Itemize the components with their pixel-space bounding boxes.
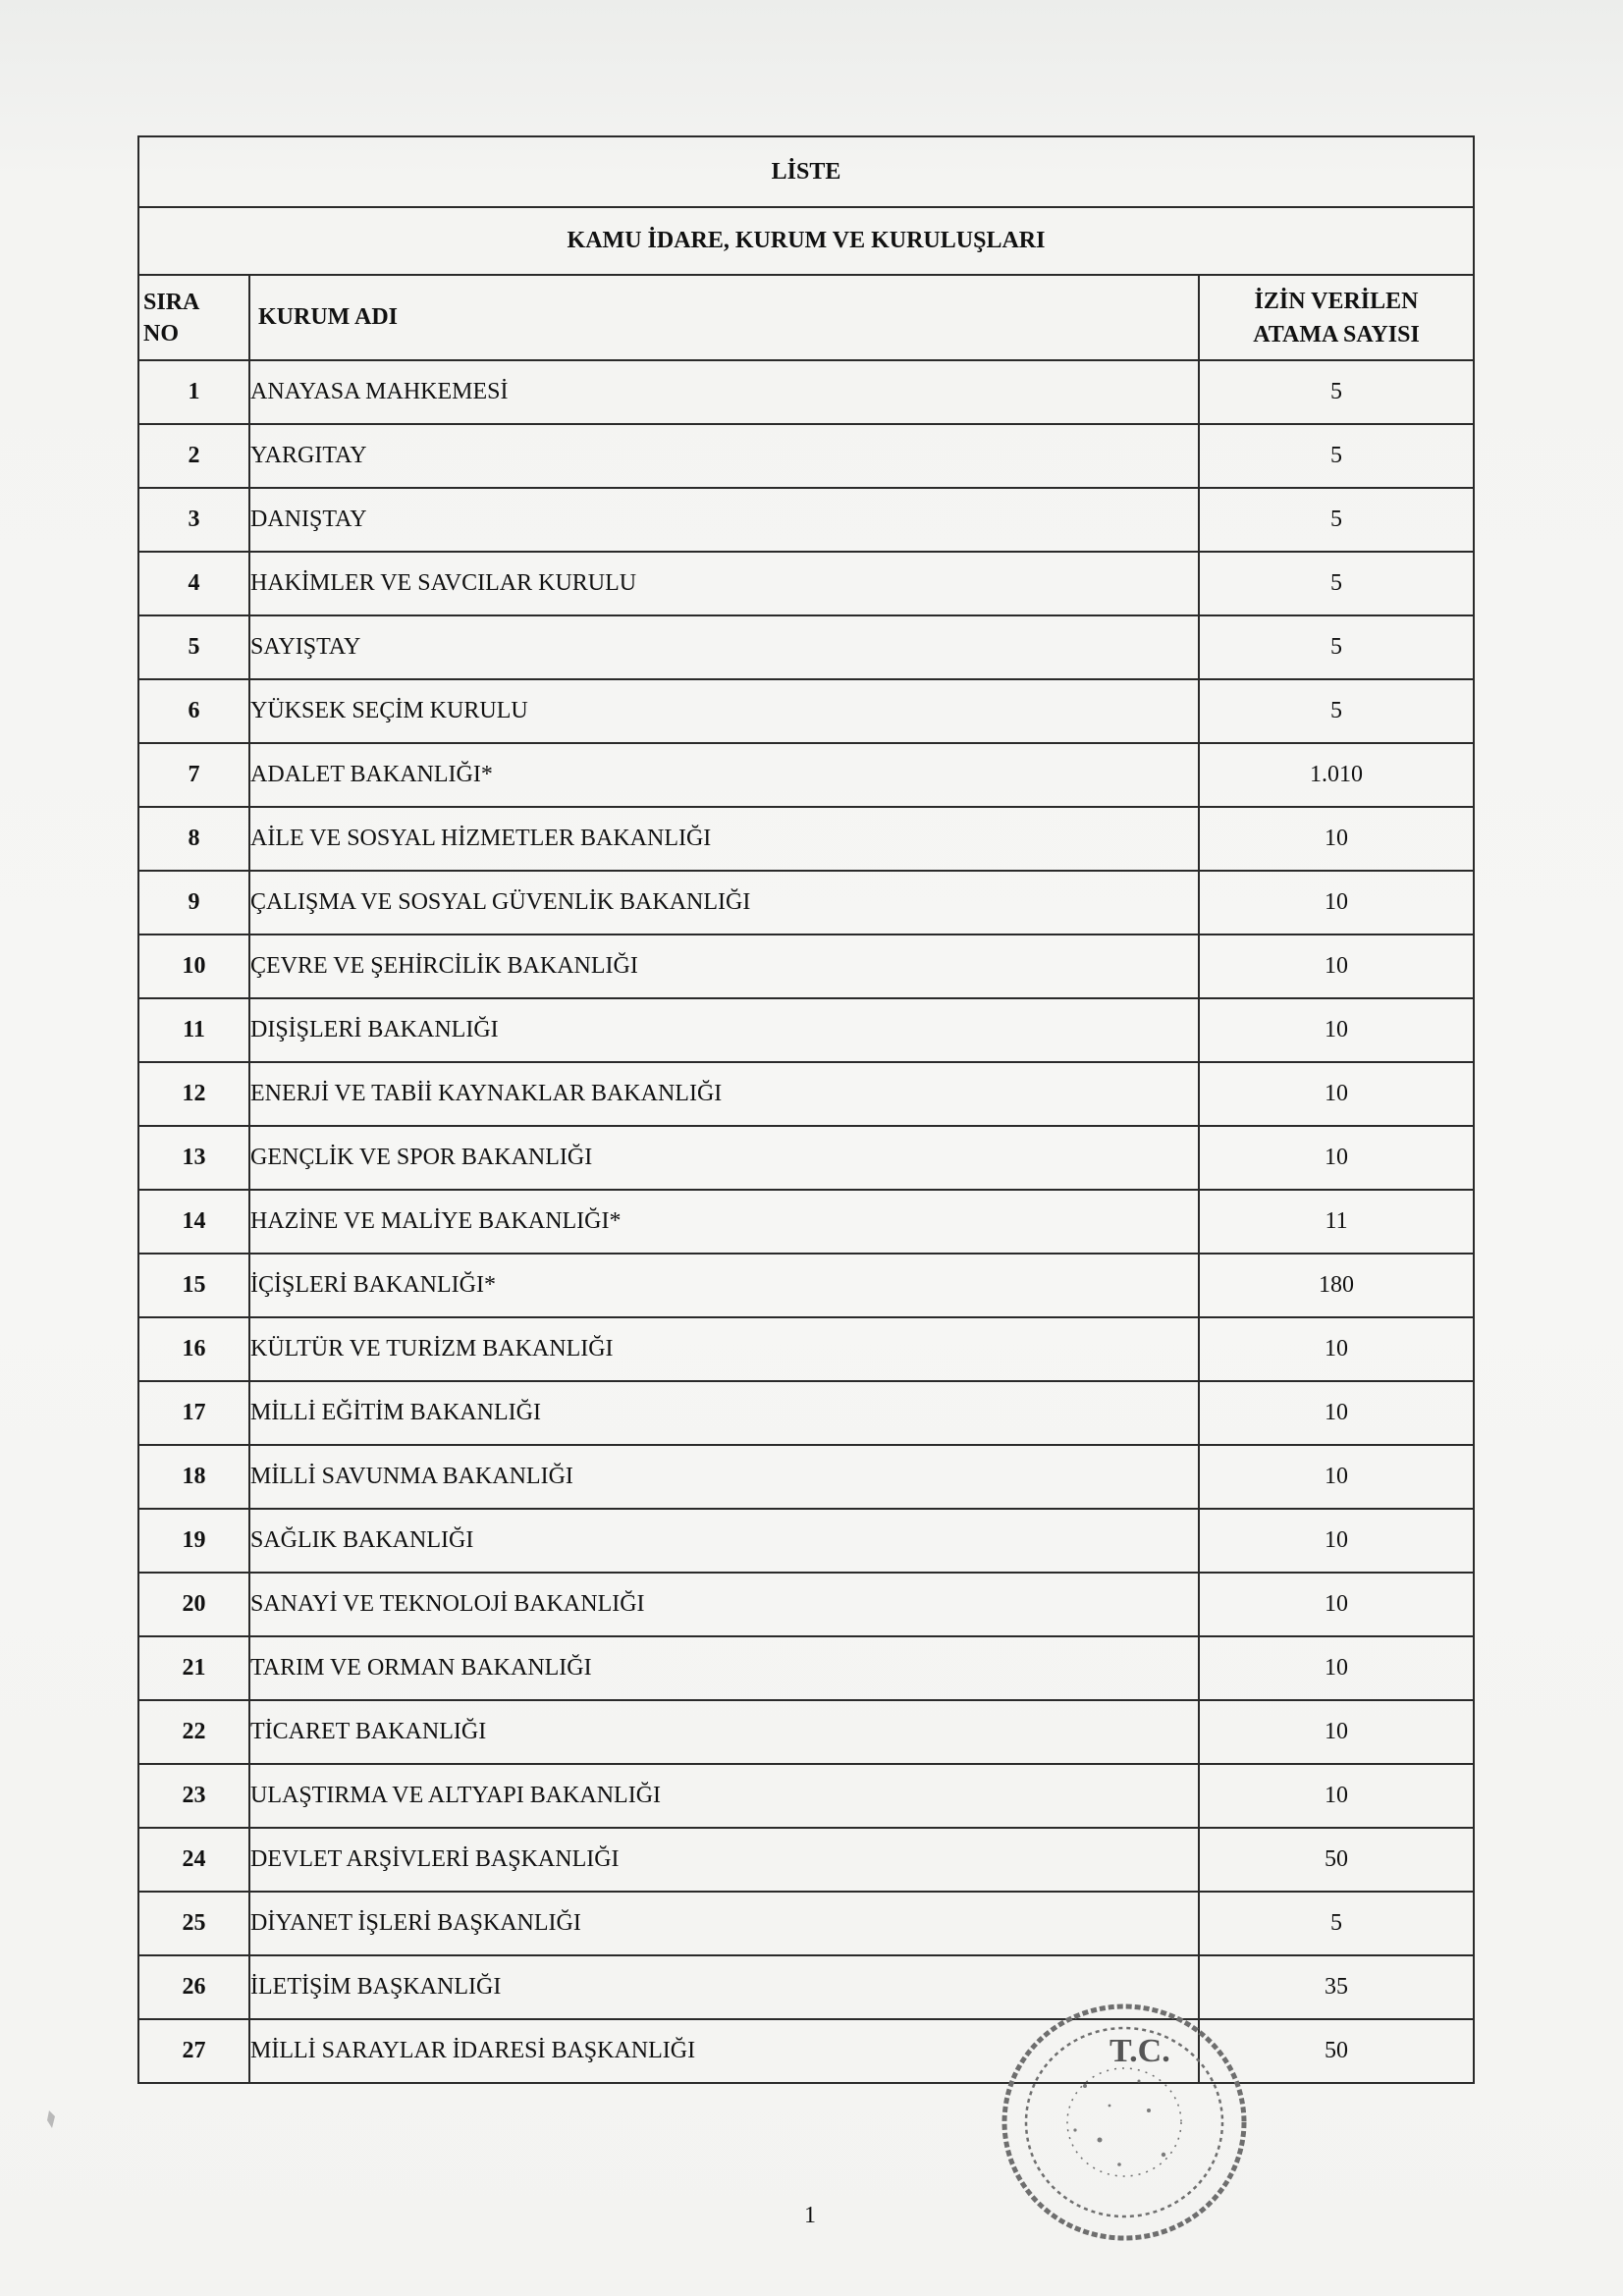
institution-name: SAYIŞTAY	[249, 615, 1199, 679]
institution-name: MİLLİ SARAYLAR İDARESİ BAŞKANLIĞI	[249, 2019, 1199, 2083]
appointment-count: 50	[1199, 1828, 1474, 1892]
institution-name: YARGITAY	[249, 424, 1199, 488]
row-number: 22	[138, 1700, 249, 1764]
header-no-line2: NO	[143, 320, 179, 347]
institution-name: AİLE VE SOSYAL HİZMETLER BAKANLIĞI	[249, 807, 1199, 871]
table-row	[138, 615, 1474, 679]
table-row	[138, 1892, 1474, 1955]
appointment-count: 5	[1199, 552, 1474, 615]
institution-name: GENÇLİK VE SPOR BAKANLIĞI	[249, 1126, 1199, 1190]
appointment-count: 10	[1199, 1062, 1474, 1126]
institution-name: ENERJİ VE TABİİ KAYNAKLAR BAKANLIĞI	[249, 1062, 1199, 1126]
table-row	[138, 1764, 1474, 1828]
row-number: 4	[138, 552, 249, 615]
header-count-line2: ATAMA SAYISI	[1253, 321, 1420, 347]
appointment-count: 10	[1199, 871, 1474, 934]
table-row	[138, 998, 1474, 1062]
row-number: 2	[138, 424, 249, 488]
institution-name: ULAŞTIRMA VE ALTYAPI BAKANLIĞI	[249, 1764, 1199, 1828]
header-no-line1: SIRA	[143, 289, 200, 315]
row-number: 16	[138, 1317, 249, 1381]
row-number: 15	[138, 1254, 249, 1317]
row-number: 10	[138, 934, 249, 998]
row-number: 13	[138, 1126, 249, 1190]
scan-speck	[45, 2109, 59, 2130]
appointment-count: 10	[1199, 1700, 1474, 1764]
institution-name: ÇALIŞMA VE SOSYAL GÜVENLİK BAKANLIĞI	[249, 871, 1199, 934]
row-number: 3	[138, 488, 249, 552]
appointment-count: 10	[1199, 1381, 1474, 1445]
seal-text: T.C.	[1109, 2033, 1170, 2069]
appointment-count: 10	[1199, 934, 1474, 998]
institution-table	[137, 135, 1475, 2084]
institution-name: DANIŞTAY	[249, 488, 1199, 552]
appointment-count: 50	[1199, 2019, 1474, 2083]
row-number: 19	[138, 1509, 249, 1573]
row-number: 12	[138, 1062, 249, 1126]
appointment-count: 180	[1199, 1254, 1474, 1317]
row-number: 9	[138, 871, 249, 934]
row-number: 5	[138, 615, 249, 679]
appointment-count: 5	[1199, 615, 1474, 679]
table-title-row	[138, 136, 1474, 207]
row-number: 11	[138, 998, 249, 1062]
institution-name: TİCARET BAKANLIĞI	[249, 1700, 1199, 1764]
table-row	[138, 488, 1474, 552]
appointment-count: 10	[1199, 1445, 1474, 1509]
table-row	[138, 1955, 1474, 2019]
table-row	[138, 1190, 1474, 1254]
table-row	[138, 807, 1474, 871]
row-number: 20	[138, 1573, 249, 1636]
row-number: 7	[138, 743, 249, 807]
appointment-count: 10	[1199, 1764, 1474, 1828]
table-row	[138, 1381, 1474, 1445]
table-row	[138, 679, 1474, 743]
appointment-count: 5	[1199, 679, 1474, 743]
appointment-count: 10	[1199, 1573, 1474, 1636]
institution-name: ANAYASA MAHKEMESİ	[249, 360, 1199, 424]
row-number: 8	[138, 807, 249, 871]
table-row	[138, 934, 1474, 998]
row-number: 1	[138, 360, 249, 424]
table-row	[138, 1509, 1474, 1573]
table-row	[138, 1126, 1474, 1190]
institution-name: ADALET BAKANLIĞI*	[249, 743, 1199, 807]
institution-name: SANAYİ VE TEKNOLOJİ BAKANLIĞI	[249, 1573, 1199, 1636]
appointment-count: 11	[1199, 1190, 1474, 1254]
row-number: 6	[138, 679, 249, 743]
appointment-count: 5	[1199, 424, 1474, 488]
institution-name: İÇİŞLERİ BAKANLIĞI*	[249, 1254, 1199, 1317]
row-number: 23	[138, 1764, 249, 1828]
institution-name: ÇEVRE VE ŞEHİRCİLİK BAKANLIĞI	[249, 934, 1199, 998]
row-number: 17	[138, 1381, 249, 1445]
header-sira-no	[138, 275, 249, 360]
table-row	[138, 424, 1474, 488]
institution-name: DEVLET ARŞİVLERİ BAŞKANLIĞI	[249, 1828, 1199, 1892]
appointment-count: 5	[1199, 1892, 1474, 1955]
table-row	[138, 1254, 1474, 1317]
table-row	[138, 743, 1474, 807]
institution-name: HAKİMLER VE SAVCILAR KURULU	[249, 552, 1199, 615]
official-seal-stamp	[992, 1993, 1257, 2248]
institution-name: TARIM VE ORMAN BAKANLIĞI	[249, 1636, 1199, 1700]
institution-name: KÜLTÜR VE TURİZM BAKANLIĞI	[249, 1317, 1199, 1381]
institution-name: DİYANET İŞLERİ BAŞKANLIĞI	[249, 1892, 1199, 1955]
institution-name: SAĞLIK BAKANLIĞI	[249, 1509, 1199, 1573]
row-number: 21	[138, 1636, 249, 1700]
table-row	[138, 552, 1474, 615]
document-subtitle: KAMU İDARE, KURUM VE KURULUŞLARI	[138, 207, 1474, 275]
institution-name: HAZİNE VE MALİYE BAKANLIĞI*	[249, 1190, 1199, 1254]
table-row	[138, 1445, 1474, 1509]
appointment-count: 10	[1199, 1636, 1474, 1700]
table-row	[138, 1062, 1474, 1126]
table-row	[138, 360, 1474, 424]
appointment-count: 10	[1199, 807, 1474, 871]
table-row	[138, 2019, 1474, 2083]
row-number: 18	[138, 1445, 249, 1509]
appointment-count: 1.010	[1199, 743, 1474, 807]
appointment-count: 5	[1199, 360, 1474, 424]
institution-name: YÜKSEK SEÇİM KURULU	[249, 679, 1199, 743]
table-subtitle-row	[138, 207, 1474, 275]
row-number: 27	[138, 2019, 249, 2083]
table-row	[138, 1317, 1474, 1381]
table-header-row	[138, 275, 1474, 360]
row-number: 26	[138, 1955, 249, 2019]
appointment-count: 35	[1199, 1955, 1474, 2019]
institution-name: İLETİŞİM BAŞKANLIĞI	[249, 1955, 1199, 2019]
table-row	[138, 871, 1474, 934]
institution-name: MİLLİ EĞİTİM BAKANLIĞI	[249, 1381, 1199, 1445]
document-title: LİSTE	[138, 136, 1474, 207]
appointment-count: 10	[1199, 1126, 1474, 1190]
row-number: 24	[138, 1828, 249, 1892]
header-atama-sayisi	[1199, 275, 1474, 360]
table-row	[138, 1700, 1474, 1764]
page-number: 1	[804, 2203, 816, 2228]
table-row	[138, 1573, 1474, 1636]
table-row	[138, 1828, 1474, 1892]
appointment-count: 5	[1199, 488, 1474, 552]
table-row	[138, 1636, 1474, 1700]
appointment-count: 10	[1199, 998, 1474, 1062]
row-number: 14	[138, 1190, 249, 1254]
institution-name: DIŞİŞLERİ BAKANLIĞI	[249, 998, 1199, 1062]
appointment-count: 10	[1199, 1317, 1474, 1381]
institution-name: MİLLİ SAVUNMA BAKANLIĞI	[249, 1445, 1199, 1509]
header-kurum-adi: KURUM ADI	[249, 275, 1199, 360]
appointment-count: 10	[1199, 1509, 1474, 1573]
row-number: 25	[138, 1892, 249, 1955]
header-count-line1: İZİN VERİLEN	[1254, 288, 1419, 314]
